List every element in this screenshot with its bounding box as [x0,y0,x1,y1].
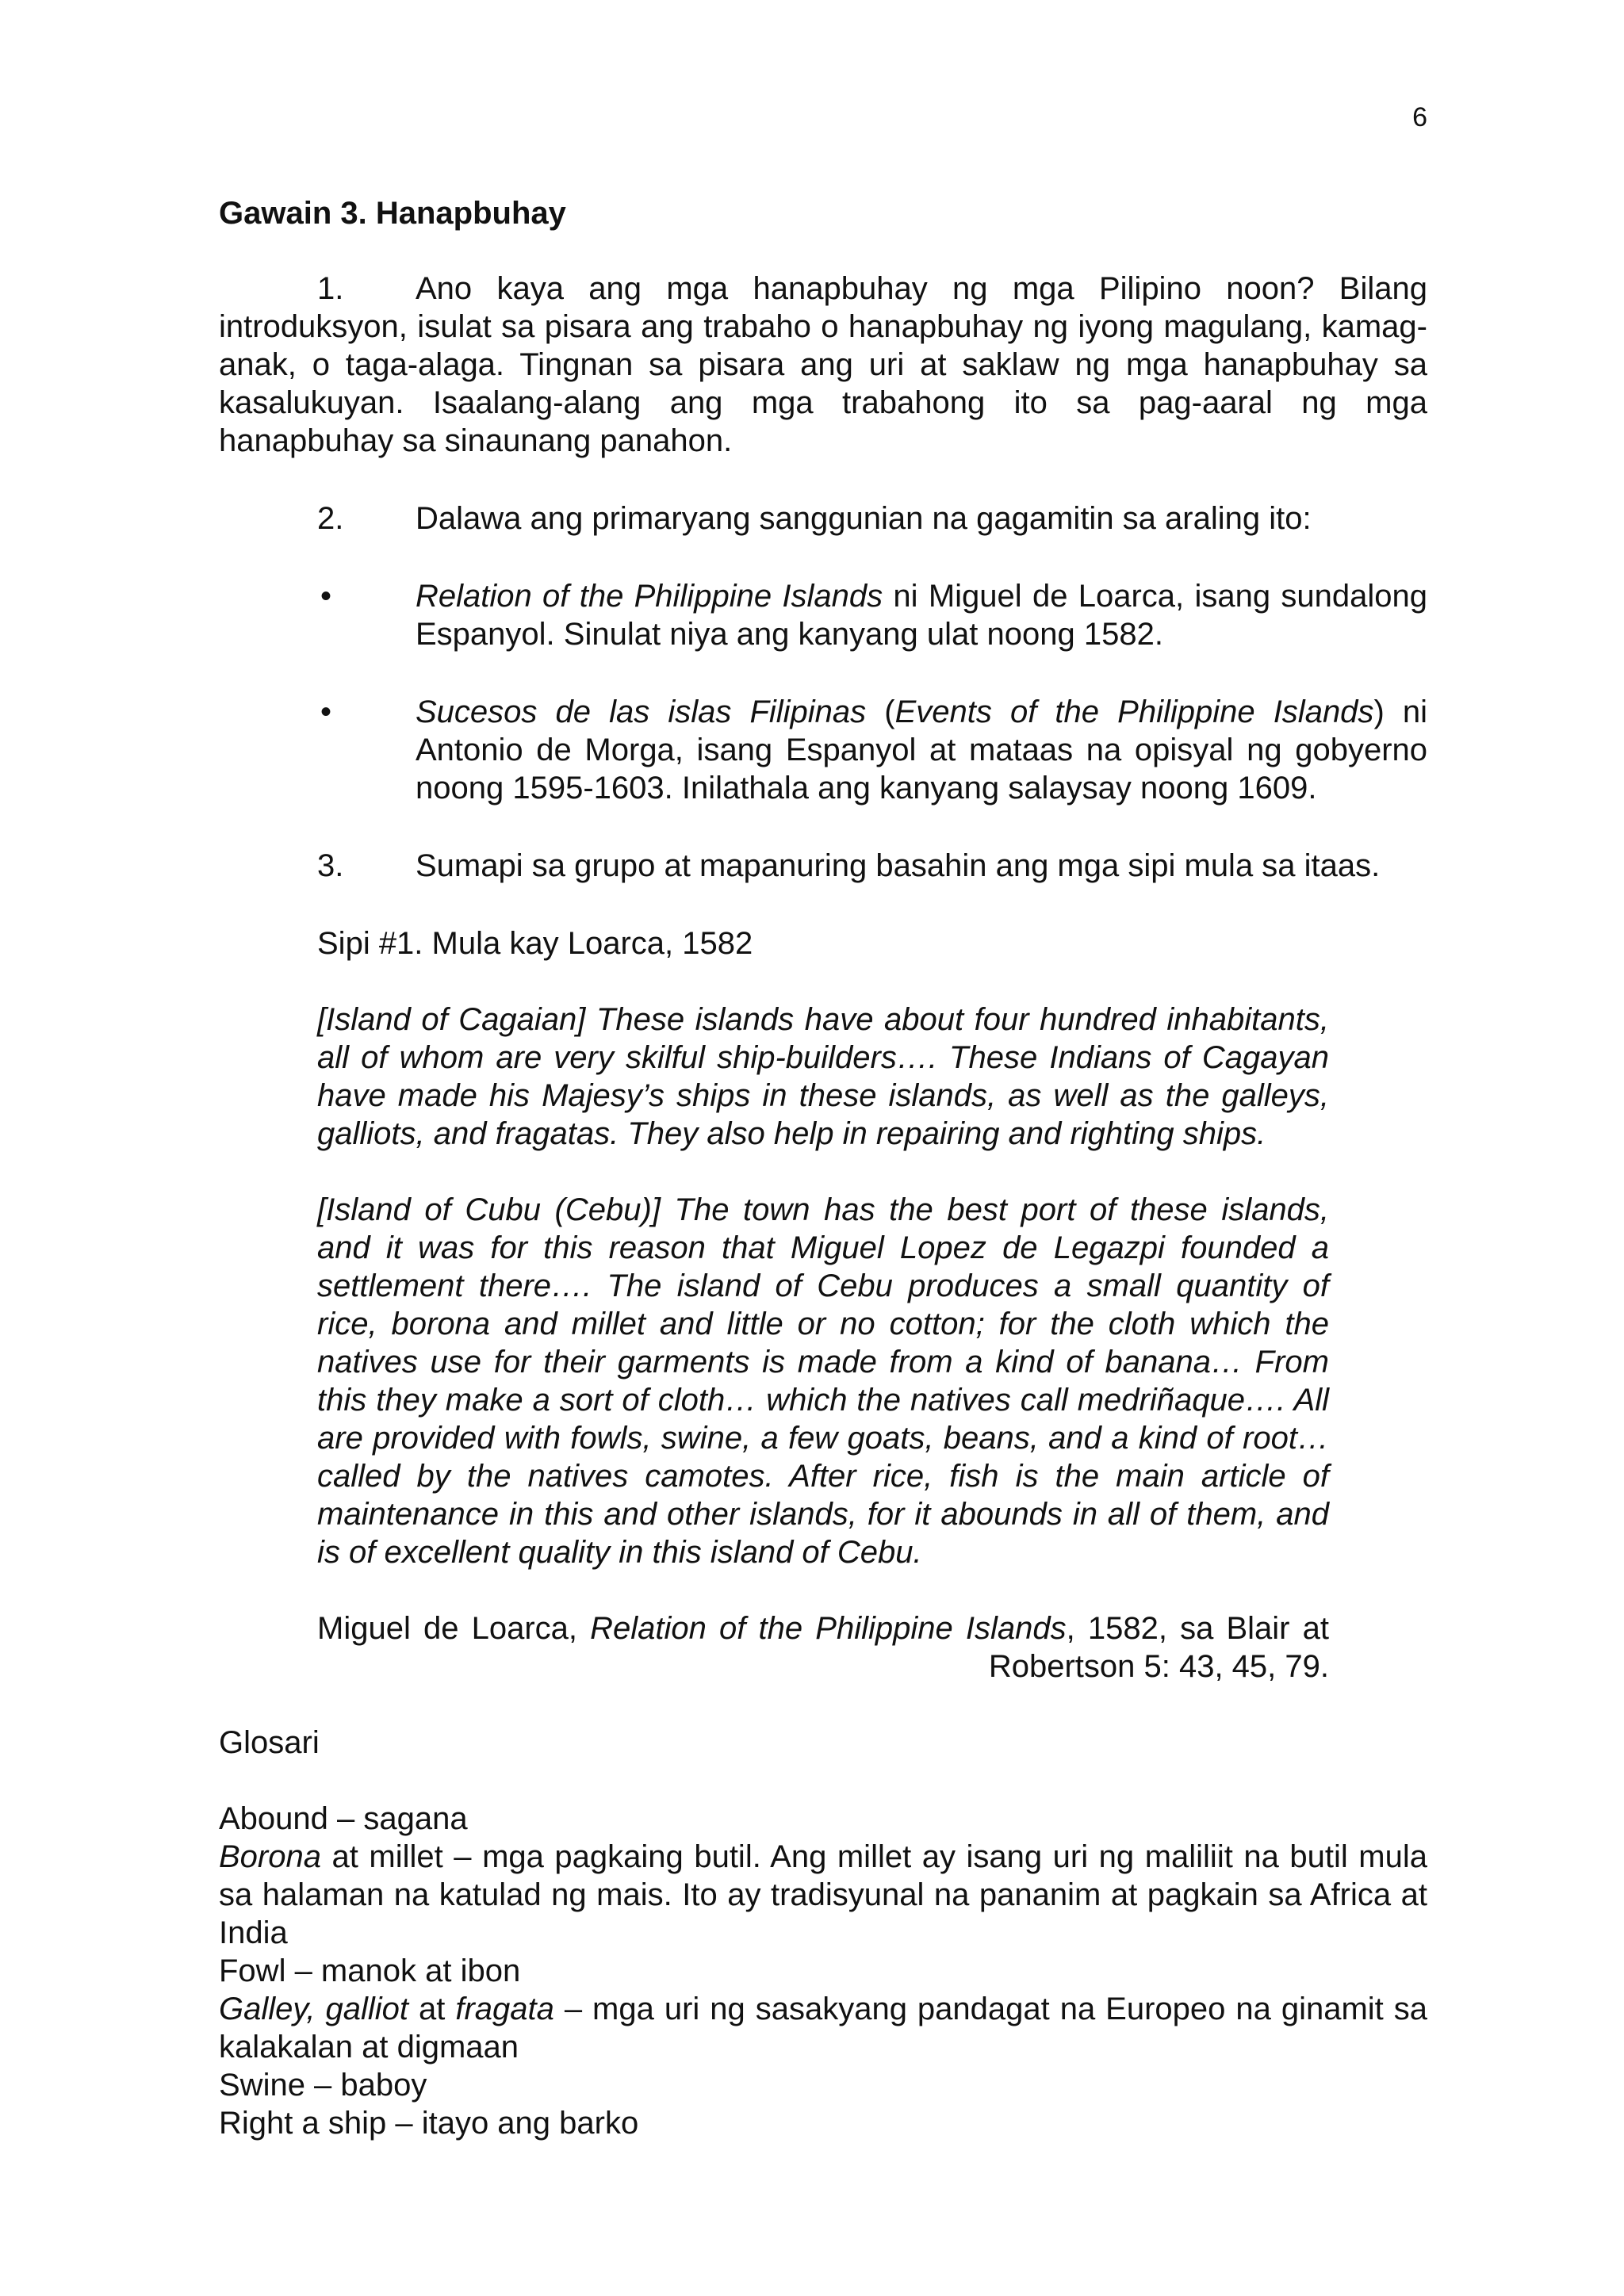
glossary-entry-swine: Swine – baboy [219,2068,427,2103]
bullet-text [416,577,1427,653]
source-description: ni Miguel de Loarca, isang sundalong Espanyol. Sinulat niya ang kanyang ulat noong 1582. [416,579,1427,652]
item-3 [317,847,1427,885]
excerpt-quote-cagaian: [Island of Cagaian] These islands have about four hundred inhabitants, all of whom are very skilful ship-builders…. These Indians of Cagayan have made his Majesy’s ships in these islands, as well as the galleys, galliots, and fragatas. They also help in repairing and righting ships. [317,1002,1329,1151]
source-title: Sucesos de las islas Filipinas [416,695,867,729]
bullet-icon: • [320,695,332,729]
document-body [219,194,1427,2142]
glossary-entry-galley [219,1990,1427,2066]
glossary-entry-right-ship: Right a ship – itayo ang barko [219,2106,639,2141]
source-title: Relation of the Philippine Islands [416,579,883,614]
glossary-entry-fowl: Fowl – manok at ibon [219,1954,521,1988]
glossary-term: Borona [219,1839,321,1874]
glossary-entry-borona [219,1838,1427,1952]
excerpt-quote-cebu: [Island of Cubu (Cebu)] The town has the best port of these islands, and it was for this reason that Miguel Lopez de Legazpi founded a settlement there…. The island of Cebu produces a small quantity of rice, borona and millet and little or no cotton; for the cloth which the natives use for their garments is made from a kind of banana… From this they make a sort of cloth… which the natives call medriñaque…. All are provided with fowls, swine, a few goats, beans, and a kind of root… called by the natives camotes. After rice, fish is the main article of maintenance in this and other islands, for it abounds in all of them, and is of excellent quality in this island of Cebu. [317,1192,1329,1570]
bullet-item-loarca [317,577,1427,653]
item-2-number: 2. [317,501,344,536]
glossary-term: fragata [455,1992,554,2026]
item-1-text: Ano kaya ang mga hanapbuhay ng mga Pilipino noon? Bilang introduksyon, isulat sa pisara ang trabaho o hanapbuhay ng iyong magulang, kamag-anak, o taga-alaga. Tingnan sa pisara ang uri at saklaw ng mga hanapbuhay sa kasalukuyan. Isaalang-alang ang mga trabahong ito sa pag-aaral ng mga hanapbuhay sa sinaunang panahon. [219,271,1427,458]
glossary-definition: at millet – mga pagkaing butil. Ang millet ay isang uri ng maliliit na butil mula sa halaman na katulad ng mais. Ito ay tradisyunal na pananim at pagkain sa Africa at India [219,1839,1427,1950]
glossary-connector: at [408,1992,456,2026]
bullet-icon: • [320,579,332,614]
item-3-text: Sumapi sa grupo at mapanuring basahin ang mga sipi mula sa itaas. [416,848,1381,883]
item-2 [317,499,1427,538]
excerpt-title: Sipi #1. Mula kay Loarca, 1582 [317,926,753,961]
item-1 [219,270,1427,460]
page-number: 6 [1412,102,1427,132]
glossary-definition: – mga uri ng sasakyang pandagat na Europeo na ginamit sa kalakalan at digmaan [219,1992,1427,2064]
bullet-text [416,693,1427,807]
item-2-text: Dalawa ang primaryang sanggunian na gagamitin sa araling ito: [416,501,1312,536]
citation-title: Relation of the Philippine Islands [590,1611,1067,1646]
item-3-number: 3. [317,848,344,883]
citation-author: Miguel de Loarca, [317,1611,591,1646]
glossary-title: Glosari [219,1725,320,1760]
item-1-number: 1. [317,271,344,306]
source-description: ) ni Antonio de Morga, isang Espanyol at mataas na opisyal ng gobyerno noong 1595-1603. Inilathala ang kanyang salaysay noong 1609. [416,695,1427,806]
paren-open: ( [866,695,895,729]
excerpt-citation [317,1609,1329,1686]
bullet-item-morga [317,693,1427,807]
activity-heading: Gawain 3. Hanapbuhay [219,196,566,231]
citation-rest: , 1582, sa Blair at Robertson 5: 43, 45, 79. [988,1611,1329,1684]
glossary-entry-abound: Abound – sagana [219,1801,468,1836]
glossary-term: Galley, galliot [219,1992,409,2026]
source-subtitle: Events of the Philippine Islands [894,695,1374,729]
